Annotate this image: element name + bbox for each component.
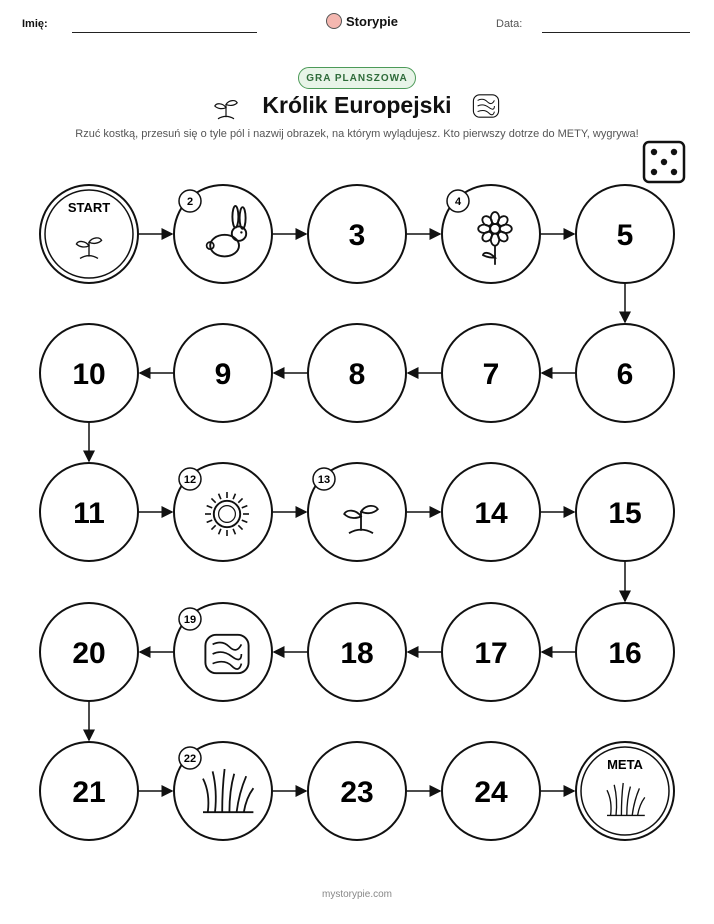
cell-number: 6	[616, 358, 634, 391]
cell-number: 16	[608, 637, 642, 670]
cell-number: 15	[608, 497, 642, 530]
board-cell-8[interactable]	[308, 324, 406, 422]
board-cell-6[interactable]	[576, 324, 674, 422]
cell-number: 17	[474, 637, 508, 670]
board-cell-16[interactable]	[576, 603, 674, 701]
game-badge: GRA PLANSZOWA	[298, 67, 416, 89]
board-cell-25[interactable]	[576, 742, 674, 840]
board-cell-4[interactable]	[442, 185, 540, 283]
board-cell-19[interactable]	[174, 603, 272, 701]
title-sprout-icon	[215, 101, 237, 119]
board-cell-15[interactable]	[576, 463, 674, 561]
board-cell-17[interactable]	[442, 603, 540, 701]
cell-number: 23	[340, 776, 374, 809]
cell-number: 7	[482, 358, 500, 391]
cell-number: 14	[474, 497, 508, 530]
board-cell-1[interactable]	[40, 185, 138, 283]
cell-number: 18	[340, 637, 374, 670]
board-cell-23[interactable]	[308, 742, 406, 840]
dice-icon	[644, 142, 684, 182]
cell-number-badge: 22	[183, 753, 197, 765]
finish-label: META	[607, 757, 643, 772]
board-cell-22[interactable]	[174, 742, 272, 840]
board-cell-9[interactable]	[174, 324, 272, 422]
cell-number: 21	[72, 776, 106, 809]
cell-number-badge: 2	[186, 196, 194, 208]
instructions: Rzuć kostką, przesuń się o tyle pól i nazwij obrazek, na którym wylądujesz. Kto pierwszy dotrze do METY, wygrywa!	[75, 128, 639, 140]
board-cell-10[interactable]	[40, 324, 138, 422]
board-cell-20[interactable]	[40, 603, 138, 701]
board-cell-11[interactable]	[40, 463, 138, 561]
page-title: Królik Europejski	[262, 92, 452, 118]
board-cell-13[interactable]	[308, 463, 406, 561]
cell-number-badge: 12	[183, 474, 197, 486]
board-cell-12[interactable]	[174, 463, 272, 561]
board-cell-3[interactable]	[308, 185, 406, 283]
cell-number-badge: 19	[183, 614, 197, 626]
footer: mystorypie.com	[321, 889, 392, 900]
cell-number: 5	[616, 219, 634, 252]
board-cell-18[interactable]	[308, 603, 406, 701]
cell-number: 20	[72, 637, 106, 670]
cell-number: 11	[73, 497, 105, 530]
board-cell-7[interactable]	[442, 324, 540, 422]
board-cell-5[interactable]	[576, 185, 674, 283]
cell-number: 8	[348, 358, 366, 391]
date-label: Data:	[496, 18, 523, 30]
board-cell-2[interactable]	[174, 185, 272, 283]
cell-number-badge: 13	[317, 474, 331, 486]
start-label: START	[67, 200, 111, 215]
cell-number: 10	[72, 358, 106, 391]
cell-number: 9	[214, 358, 232, 391]
board-cell-21[interactable]	[40, 742, 138, 840]
brand-name: Storypie	[346, 13, 399, 29]
title-soil-icon	[473, 95, 498, 117]
board-cell-14[interactable]	[442, 463, 540, 561]
name-label: Imię:	[22, 18, 48, 30]
cell-number: 24	[474, 776, 508, 809]
board-cell-24[interactable]	[442, 742, 540, 840]
cell-number-badge: 4	[454, 196, 462, 208]
cell-number: 3	[348, 219, 366, 252]
